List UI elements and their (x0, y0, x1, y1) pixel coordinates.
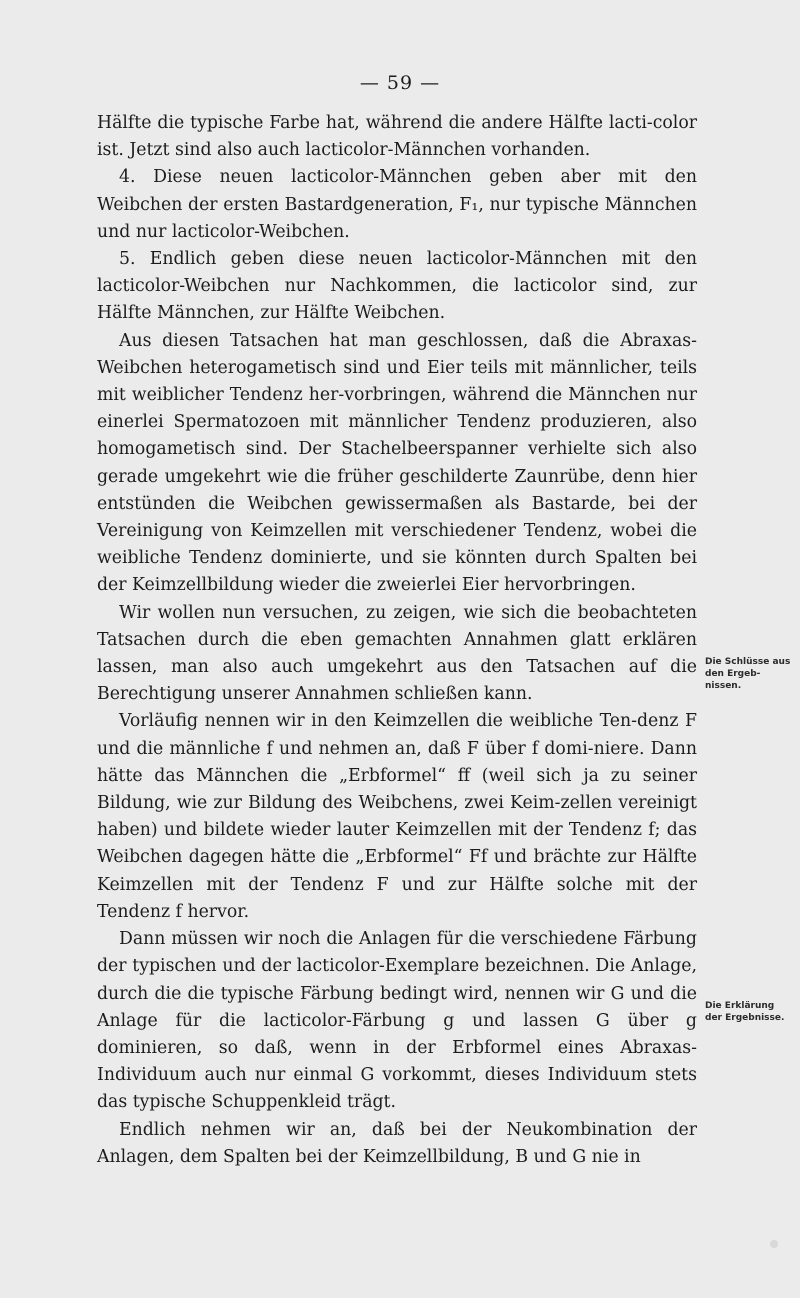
margin-note-line: Die Schlüsse aus (705, 657, 791, 667)
paragraph: Vorläufig nennen wir in den Keimzellen die weibliche Ten-denz F und die männliche f und nehmen an, daß F über f domi-niere. Dann hätte das Männchen die „Erbformel“ ff (weil sich ja zu seiner Bildung, wie zur Bildung des Weibchens, zwei Keim-zellen vereinigt haben) und bildete wieder lauter Keimzellen mit der Tendenz f; das Weibchen dagegen hätte die „Erbformel“ Ff und brächte zur Hälfte Keimzellen mit der Tendenz F und zur Hälfte solche mit der Tendenz f hervor. (97, 711, 697, 922)
margin-note-line: nissen. (705, 681, 742, 691)
paragraph: Hälfte die typische Farbe hat, während die andere Hälfte lacti-color ist. Jetzt sind also auch lacticolor-Männchen vorhanden. (97, 113, 697, 161)
paragraph: Dann müssen wir noch die Anlagen für die verschiedene Färbung der typischen und der lacticolor-Exemplare bezeichnen. Die Anlage, durch die die typische Färbung bedingt wird, nennen wir G und die Anlage für die lacticolor-Färbung g und lassen G über g dominieren, so daß, wenn in der Erbformel eines Abraxas-Individuum auch nur einmal G vorkommt, dieses Individuum stets das typische Schuppenkleid trägt. (97, 929, 697, 1113)
page-number: — 59 — (359, 72, 441, 94)
paragraph: Wir wollen nun versuchen, zu zeigen, wie sich die beobachteten Tatsachen durch die eben gemachten Annahmen glatt erklären lassen, man also auch umgekehrt aus den Tatsachen auf die Berechtigung unserer Annahmen schließen kann. (97, 602, 697, 705)
paragraph: Aus diesen Tatsachen hat man geschlossen, daß die Abraxas-Weibchen heterogametisch sind und Eier teils mit männlicher, teils mit weiblicher Tendenz her-vorbringen, während die Männchen nur einerlei Spermatozoen mit männlicher Tendenz produzieren, also homogametisch sind. Der Stachelbeerspanner verhielte sich also gerade umgekehrt wie die früher geschilderte Zaunrübe, denn hier entstünden die Weibchen gewissermaßen als Bastarde, bei der Vereinigung von Keimzellen mit verschiedener Tendenz, wobei die weibliche Tendenz dominierte, und sie könnten durch Spalten bei der Keimzellbildung wieder die zweierlei Eier hervorbringen. (97, 330, 697, 596)
margin-note-conclusions (705, 656, 795, 692)
body-text (97, 110, 697, 1171)
paragraph: 5. Endlich geben diese neuen lacticolor-Männchen mit den lacticolor-Weibchen nur Nachkommen, die lacticolor sind, zur Hälfte Männchen, zur Hälfte Weibchen. (97, 249, 697, 324)
paper-speck (770, 1240, 778, 1248)
margin-note-explanation (705, 1000, 795, 1024)
margin-note-line: den Ergeb- (705, 669, 761, 679)
paragraph: 4. Diese neuen lacticolor-Männchen geben aber mit den Weibchen der ersten Bastardgeneration, F₁, nur typische Männchen und nur lacticolor-Weibchen. (97, 167, 697, 242)
margin-note-line: Die Erklärung (705, 1001, 775, 1011)
margin-note-line: der Ergebnisse. (705, 1013, 785, 1023)
paragraph: Endlich nehmen wir an, daß bei der Neukombination der Anlagen, dem Spalten bei der Keimzellbildung, B und G nie in (97, 1119, 697, 1167)
